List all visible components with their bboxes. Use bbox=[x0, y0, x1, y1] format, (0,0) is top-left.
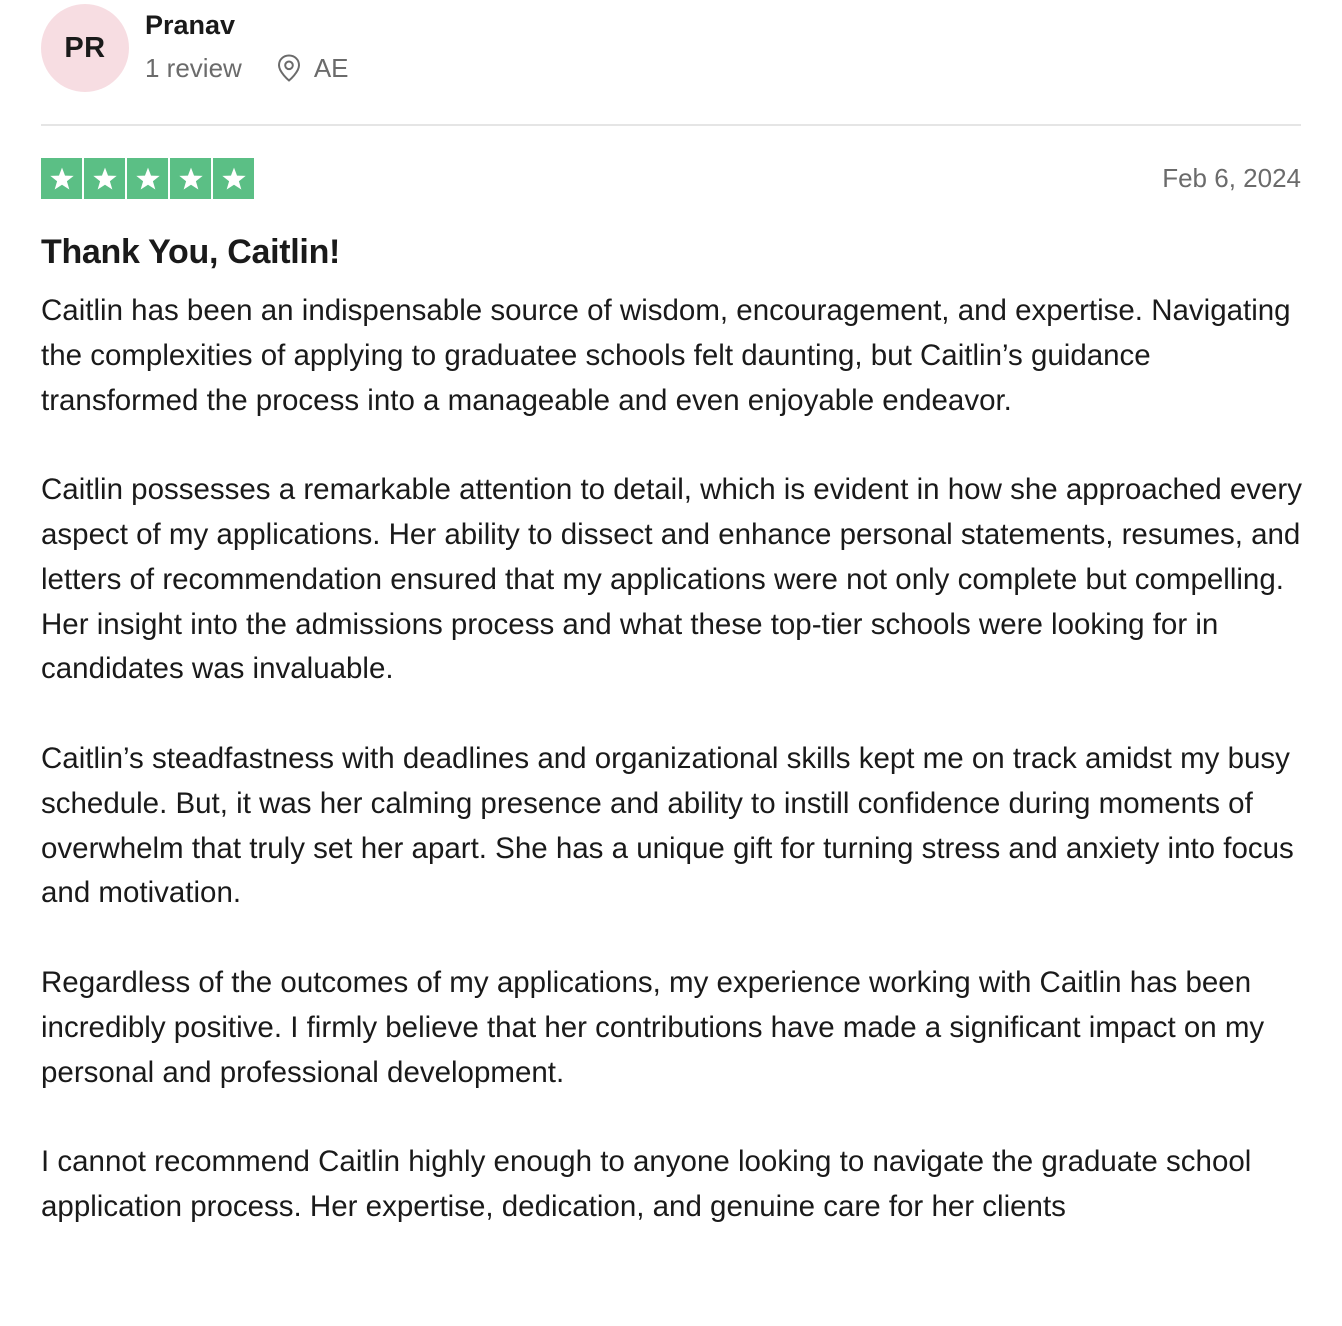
review-paragraph: Caitlin’s steadfastness with deadlines and organizational skills kept me on track amidst my busy schedule. But, it was her calming presence and ability to instill confidence during moments of overwhelm that truly set her apart. She has a unique gift for turning stress and anxiety into focus and motivation. bbox=[41, 741, 1294, 910]
avatar[interactable]: PR bbox=[41, 4, 129, 92]
review-body bbox=[41, 289, 1303, 1275]
consumer-name[interactable]: Pranav bbox=[145, 10, 236, 40]
consumer-meta bbox=[145, 51, 349, 85]
review-card bbox=[41, 0, 1303, 1223]
star-icon bbox=[213, 158, 254, 199]
review-count: 1 review bbox=[145, 53, 242, 83]
review-paragraph: Regardless of the outcomes of my applications, my experience working with Caitlin has been incredibly positive. I firmly believe that her contributions have made a significant impact on my personal and professional development. bbox=[41, 965, 1265, 1089]
header-divider bbox=[41, 124, 1301, 126]
review-date: Feb 6, 2024 bbox=[1162, 163, 1301, 193]
location-pin-icon bbox=[276, 53, 302, 83]
star-icon bbox=[170, 158, 211, 199]
star-rating bbox=[41, 158, 1301, 199]
consumer-header bbox=[41, 0, 1301, 124]
star-icon bbox=[127, 158, 168, 199]
review-paragraph: Caitlin has been an indispensable source of wisdom, encouragement, and expertise. Navigating the complexities of applying to graduatee schools felt daunting, but Caitlin’s guidance transformed the process into a manageable and even enjoyable endeavor. bbox=[41, 294, 1291, 417]
review-title[interactable]: Thank You, Caitlin! bbox=[41, 233, 341, 271]
review-paragraph: I cannot recommend Caitlin highly enough to anyone looking to navigate the graduate school application process. Her expertise, dedication, and genuine care for her clients bbox=[41, 1145, 1252, 1223]
location-country: AE bbox=[313, 53, 349, 83]
rating-row bbox=[41, 158, 1301, 199]
consumer-info bbox=[145, 8, 349, 85]
star-icon bbox=[41, 158, 82, 199]
review-paragraph: Caitlin possesses a remarkable attention to detail, which is evident in how she approached every aspect of my applications. Her ability to dissect and enhance personal statements, resumes, and letters of recommendation ensured that my applications were not only complete but compelling. Her insight into the admissions process and what these top-tier schools were looking for in candidates was invaluable. bbox=[41, 473, 1303, 686]
star-icon bbox=[84, 158, 125, 199]
